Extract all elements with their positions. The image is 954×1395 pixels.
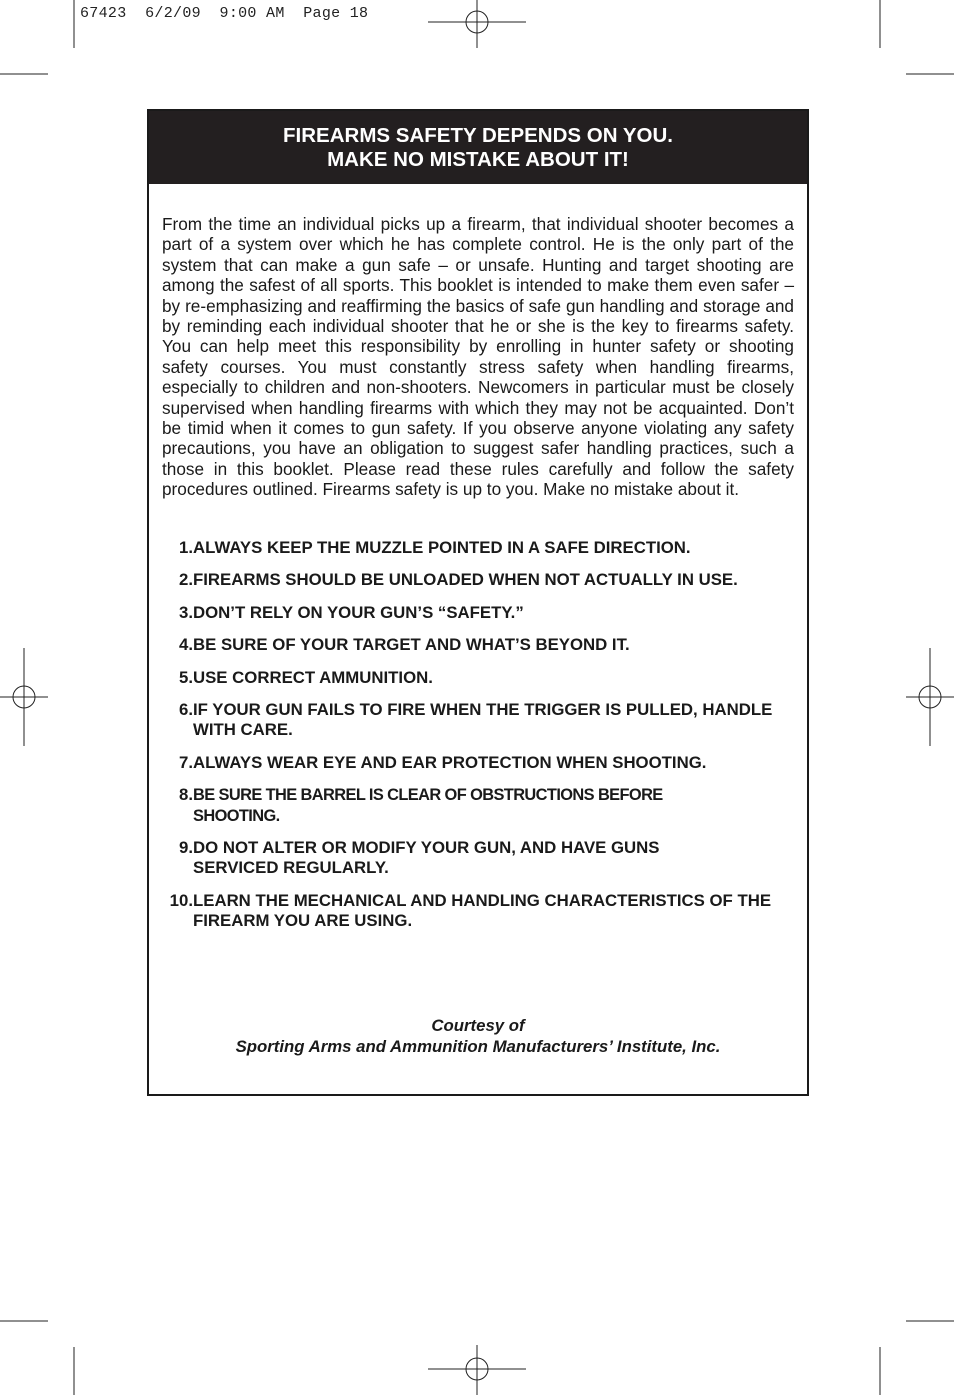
rule-item: 3. DON’T RELY ON YOUR GUN’S “SAFETY.” bbox=[179, 602, 524, 622]
header-line-2: MAKE NO MISTAKE ABOUT IT! bbox=[327, 147, 629, 171]
courtesy-line-2: Sporting Arms and Ammunition Manufacturers’ Institute, Inc. bbox=[235, 1037, 721, 1056]
rule-item: 5. USE CORRECT AMMUNITION. bbox=[179, 667, 433, 687]
courtesy-line-1: Courtesy of bbox=[431, 1016, 525, 1035]
rule-item: 10. LEARN THE MECHANICAL AND HANDLING CHARACTERISTICS OF THE FIREARM YOU ARE USING. bbox=[169, 890, 772, 931]
registration-mark-right bbox=[906, 648, 954, 746]
registration-mark-bottom bbox=[428, 1345, 526, 1395]
safety-header bbox=[149, 111, 807, 184]
rule-item: 4. BE SURE OF YOUR TARGET AND WHAT’S BEYOND IT. bbox=[179, 635, 630, 655]
intro-paragraph: From the time an individual picks up a firearm, that individual shooter becomes a part of a system over which he has complete control. He is the only part of the system that can make a gun safe – or unsafe. Hunting and target shooting are among the safest of all sports. This booklet is intended to make them even safer – by re-emphasizing and reaffirming the basics of safe gun handling and storage and by reminding each individual shooter that he or she is the key to firearms safety. You can help meet this responsibility by enrolling in hunter safety or shooting safety courses. You must constantly stress safety when handling firearms, especially to children and non-shooters. Newcomers in particular must be closely supervised when handling firearms with which they may not be acquainted. Don’t be timid when it comes to gun safety. If you observe anyone violating any safety precautions, you have an obligation to suggest safer handling practices, such a those in this booklet. Please read these rules carefully and follow the safety procedures outlined. Firearms safety is up to you. Make no mistake about it. bbox=[162, 214, 794, 500]
safety-rules-list bbox=[162, 538, 794, 944]
header-line-1: FIREARMS SAFETY DEPENDS ON YOU. bbox=[283, 123, 673, 147]
rule-item: 7. ALWAYS WEAR EYE AND EAR PROTECTION WHEN SHOOTING. bbox=[179, 752, 707, 772]
safety-box bbox=[147, 109, 809, 1096]
rule-item: 1. ALWAYS KEEP THE MUZZLE POINTED IN A SAFE DIRECTION. bbox=[179, 538, 691, 557]
registration-mark-top bbox=[428, 0, 526, 48]
print-slug: 67423 6/2/09 9:00 AM Page 18 bbox=[80, 5, 369, 22]
rule-item: 2. FIREARMS SHOULD BE UNLOADED WHEN NOT ACTUALLY IN USE. bbox=[179, 570, 738, 590]
rule-item: 8. BE SURE THE BARREL IS CLEAR OF OBSTRUCTIONS BEFORE SHOOTING. bbox=[179, 785, 663, 825]
registration-mark-left bbox=[0, 648, 48, 746]
rule-item: 9. DO NOT ALTER OR MODIFY YOUR GUN, AND HAVE GUNS SERVICED REGULARLY. bbox=[179, 838, 660, 878]
courtesy-credit bbox=[149, 1015, 807, 1057]
rule-item: 6. IF YOUR GUN FAILS TO FIRE WHEN THE TRIGGER IS PULLED, HANDLE WITH CARE. bbox=[179, 700, 773, 740]
